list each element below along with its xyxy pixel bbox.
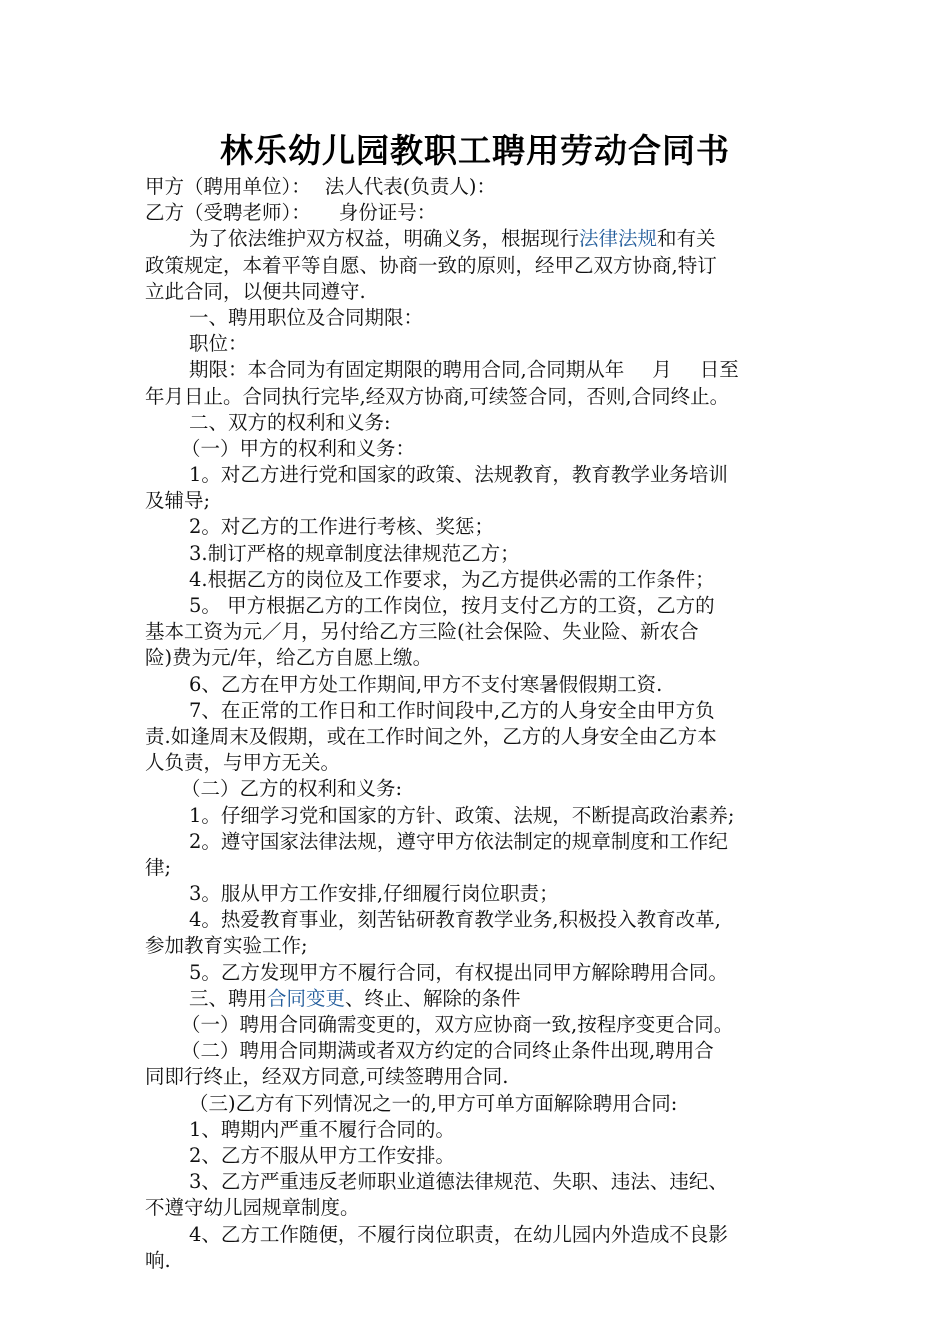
clause-a7-line-2: 责.如逢周末及假期，或在工作时间之外，乙方的人身安全由乙方本 — [145, 724, 717, 748]
intro-line-1 — [145, 226, 825, 252]
section-2a-title: （一）甲方的权利和义务： — [181, 436, 416, 460]
intro-line-3: 立此合同，以便共同遵守. — [145, 279, 366, 303]
clause-a1-line-2: 及辅导; — [145, 489, 211, 513]
clause-a7-line-3: 人负责，与甲方无关。 — [145, 751, 341, 775]
clause-a5-line-1: 5。 甲方根据乙方的工作岗位，按月支付乙方的工资，乙方的 — [189, 594, 715, 617]
party-a-representative: 法人代表(负责人)： — [324, 175, 496, 198]
clause-a7-line-1: 7、在正常的工作日和工作时间段中,乙方的人身安全由甲方负 — [189, 698, 715, 722]
clause-d3-line-1: 3、乙方严重违反老师职业道德法律规范、失职、违法、违纪、 — [189, 1170, 728, 1194]
section-3-text: 三、聘用 — [189, 986, 268, 1010]
clause-a6: 6、乙方在甲方处工作期间,甲方不支付寒暑假假期工资. — [189, 672, 663, 696]
intro-text: 为了依法维护双方权益，明确义务，根据现行 — [189, 227, 580, 251]
clause-d4-line-2: 响. — [145, 1248, 171, 1272]
term-line-2: 年月日止。合同执行完毕,经双方协商,可续签合同，否则,合同终止。 — [145, 384, 730, 408]
clause-c2-line-2: 同即行终止，经双方同意,可续签聘用合同. — [145, 1065, 509, 1089]
clause-d1: 1、聘期内严重不履行合同的。 — [189, 1117, 455, 1141]
party-a-line — [145, 174, 825, 200]
clause-a4: 4.根据乙方的岗位及工作要求，为乙方提供必需的工作条件； — [189, 567, 715, 591]
document-title: 林乐幼儿园教职工聘用劳动合同书 — [220, 131, 730, 170]
intro-text: 和有关 — [657, 227, 716, 251]
clause-b4-line-1: 4。热爱教育事业，刻苦钻研教育教学业务,积极投入教育改革, — [189, 908, 721, 932]
document-body — [145, 174, 825, 1274]
party-b-label: 乙方（受聘老师）： — [145, 201, 311, 225]
party-a-label: 甲方（聘用单位）： — [145, 175, 311, 198]
clause-b5: 5。乙方发现甲方不履行合同，有权提出同甲方解除聘用合同。 — [189, 960, 728, 984]
term-line-1 — [145, 357, 825, 383]
clause-b3: 3。服从甲方工作安排,仔细履行岗位职责； — [189, 882, 559, 906]
term-text: 期限：本合同为有固定期限的聘用合同,合同期从年 — [189, 358, 625, 382]
clause-a3: 3.制订严格的规章制度法律规范乙方； — [189, 541, 520, 565]
clause-c1: （一）聘用合同确需变更的，双方应协商一致,按程序变更合同。 — [181, 1013, 734, 1036]
section-3-title — [145, 986, 825, 1012]
clause-c2-line-1: （二）聘用合同期满或者双方约定的合同终止条件出现,聘用合 — [181, 1039, 714, 1063]
clause-b2-line-1: 2。遵守国家法律法规，遵守甲方依法制定的规章制度和工作纪 — [189, 829, 728, 853]
section-3-text: 、终止、解除的条件 — [345, 986, 521, 1010]
clause-d4-line-1: 4、乙方工作随便，不履行岗位职责，在幼儿园内外造成不良影 — [189, 1222, 728, 1246]
intro-line-2: 政策规定，本着平等自愿、协商一致的原则，经甲乙双方协商,特订 — [145, 253, 717, 277]
party-b-id-label: 身份证号： — [338, 201, 437, 225]
clause-b2-line-2: 律; — [145, 855, 172, 879]
section-2-title: 二、双方的权利和义务: — [189, 410, 391, 434]
clause-a5-line-3: 险)费为元/年，给乙方自愿上缴。 — [145, 646, 433, 670]
section-2b-title: （二）乙方的权利和义务: — [181, 777, 403, 801]
clause-a2: 2。对乙方的工作进行考核、奖惩； — [189, 515, 494, 539]
clause-b4-line-2: 参加教育实验工作; — [145, 934, 308, 958]
term-month: 月 — [652, 358, 672, 382]
position-line: 职位： — [189, 332, 248, 356]
clause-b1: 1。仔细学习党和国家的方针、政策、法规，不断提高政治素养; — [189, 803, 735, 827]
section-1-title: 一、聘用职位及合同期限： — [189, 305, 424, 329]
term-day: 日至 — [699, 358, 739, 382]
clause-d2: 2、乙方不服从甲方工作安排。 — [189, 1143, 455, 1167]
contract-change-link[interactable]: 合同变更 — [267, 986, 346, 1010]
party-b-line — [145, 200, 825, 226]
laws-link[interactable]: 法律法规 — [579, 227, 658, 251]
clause-c3-title: （三)乙方有下列情况之一的,甲方可单方面解除聘用合同: — [189, 1091, 678, 1115]
clause-a1-line-1: 1。对乙方进行党和国家的政策、法规教育，教育教学业务培训 — [189, 463, 728, 487]
clause-d3-line-2: 不遵守幼儿园规章制度。 — [145, 1196, 360, 1220]
clause-a5-line-2: 基本工资为元／月，另付给乙方三险(社会保险、失业险、新农合 — [145, 620, 699, 644]
